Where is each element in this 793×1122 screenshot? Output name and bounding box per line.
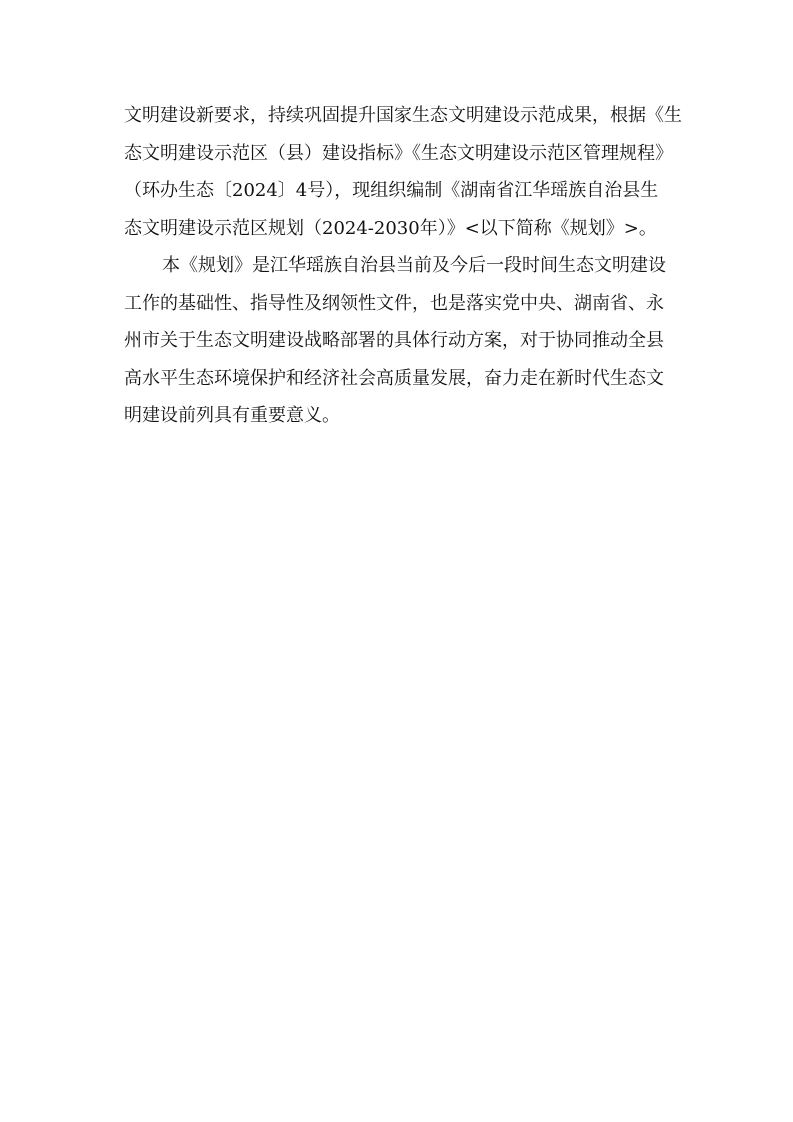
document-body — [124, 97, 684, 435]
paragraph-line: 工作的基础性、指导性及纲领性文件，也是落实党中央、湖南省、永 — [124, 292, 664, 314]
paragraph-line: 本《规划》是江华瑶族自治县当前及今后一段时间生态文明建设 — [162, 255, 666, 276]
paragraph-line: （环办生态〔2024〕4号），现组织编制《湖南省江华瑶族自治县生 — [124, 180, 659, 201]
paragraph-line: 州市关于生态文明建设战略部署的具体行动方案，对于协同推动全县 — [124, 330, 664, 351]
paragraph-line: 文明建设新要求，持续巩固提升国家生态文明建设示范成果，根据《生 — [124, 105, 682, 126]
paragraph-line: 态文明建设示范区规划（2024-2030年）》<以下简称《规划》>。 — [124, 217, 657, 239]
paragraph-line: 高水平生态环境保护和经济社会高质量发展，奋力走在新时代生态文 — [124, 367, 664, 389]
paragraph-line: 明建设前列具有重要意义。 — [124, 405, 340, 426]
paragraph-1 — [124, 97, 684, 247]
paragraph-line: 态文明建设示范区（县）建设指标》《生态文明建设示范区管理规程》 — [124, 142, 673, 164]
paragraph-2 — [124, 247, 684, 435]
